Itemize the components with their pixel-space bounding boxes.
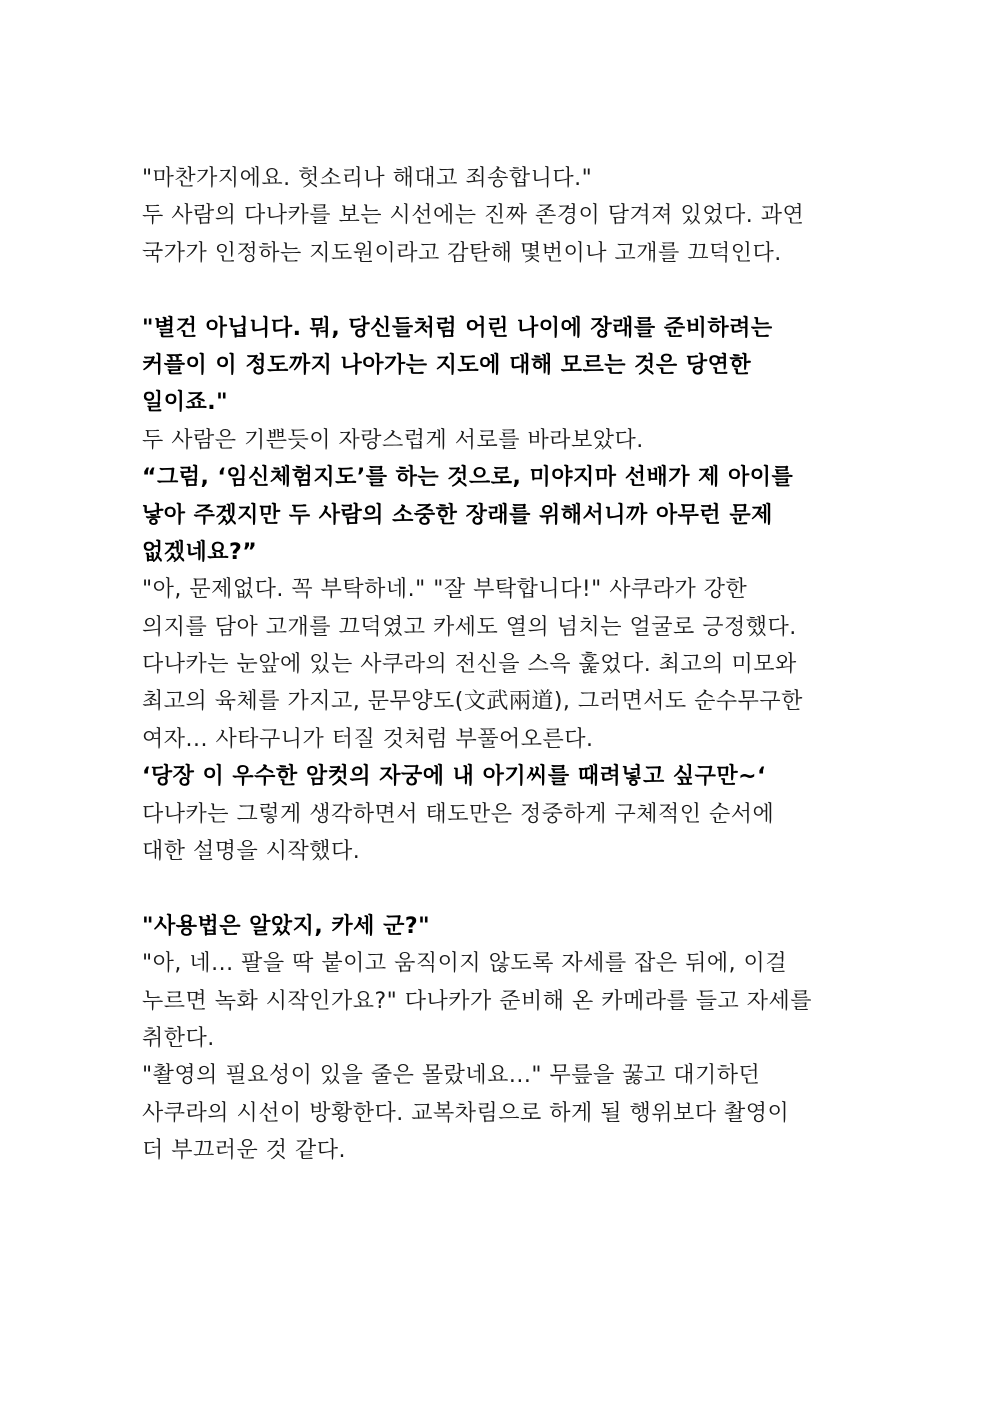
text-line: "별건 아닙니다. 뭐, 당신들처럼 어린 나이에 장래를 준비하려는 xyxy=(142,315,773,341)
text-line: 대한 설명을 시작했다. xyxy=(142,839,361,865)
text-line: 누르면 녹화 시작인가요?" 다나카가 준비해 온 카메라를 들고 자세를 xyxy=(142,988,813,1014)
text-line: "촬영의 필요성이 있을 줄은 몰랐네요..." 무릎을 꿇고 대기하던 xyxy=(142,1063,761,1089)
document-body xyxy=(142,160,872,1170)
text-line: 두 사람은 기쁜듯이 자랑스럽게 서로를 바라보았다. xyxy=(142,427,644,453)
text-line: 일이죠." xyxy=(142,390,229,416)
text-line: 다나카는 그렇게 생각하면서 태도만은 정중하게 구체적인 순서에 xyxy=(142,801,775,827)
text-line: 사쿠라의 시선이 방황한다. 교복차림으로 하게 될 행위보다 촬영이 xyxy=(142,1100,790,1126)
text-line: 여자... 사타구니가 터질 것처럼 부풀어오른다. xyxy=(142,726,594,752)
text-line: 국가가 인정하는 지도원이라고 감탄해 몇번이나 고개를 끄덕인다. xyxy=(142,240,782,266)
text-line: 더 부끄러운 것 같다. xyxy=(142,1138,346,1164)
paragraph-gap xyxy=(142,272,872,309)
text-line: 다나카는 눈앞에 있는 사쿠라의 전신을 스윽 훑었다. 최고의 미모와 xyxy=(142,652,797,678)
text-line: 낳아 주겠지만 두 사람의 소중한 장래를 위해서니까 아무런 문제 xyxy=(142,502,773,528)
text-line: 없겠네요?” xyxy=(142,539,258,565)
paragraph-gap xyxy=(142,870,872,907)
text-line: ‘당장 이 우수한 암컷의 자궁에 내 아기씨를 때려넣고 싶구만~‘ xyxy=(142,764,766,790)
text-line: "마찬가지에요. 헛소리나 해대고 죄송합니다." xyxy=(142,166,593,191)
text-line: 최고의 육체를 가지고, 문무양도(文武兩道), 그러면서도 순수무구한 xyxy=(142,689,803,715)
text-line: 의지를 담아 고개를 끄덕였고 카세도 열의 넘치는 얼굴로 긍정했다. xyxy=(142,614,797,640)
text-line: "아, 문제없다. 꼭 부탁하네." "잘 부탁합니다!" 사쿠라가 강한 xyxy=(142,577,748,603)
text-line: “그럼, ‘임신체험지도’를 하는 것으로, 미야지마 선배가 제 아이를 xyxy=(142,465,794,491)
text-line: "사용법은 알았지, 카세 군?" xyxy=(142,913,431,939)
text-line: 커플이 이 정도까지 나아가는 지도에 대해 모르는 것은 당연한 xyxy=(142,352,752,378)
text-line: 두 사람의 다나카를 보는 시선에는 진짜 존경이 담겨져 있었다. 과연 xyxy=(142,203,805,229)
text-line: 취한다. xyxy=(142,1025,215,1051)
text-line: "아, 네... 팔을 딱 붙이고 움직이지 않도록 자세를 잡은 뒤에, 이걸 xyxy=(142,951,788,977)
